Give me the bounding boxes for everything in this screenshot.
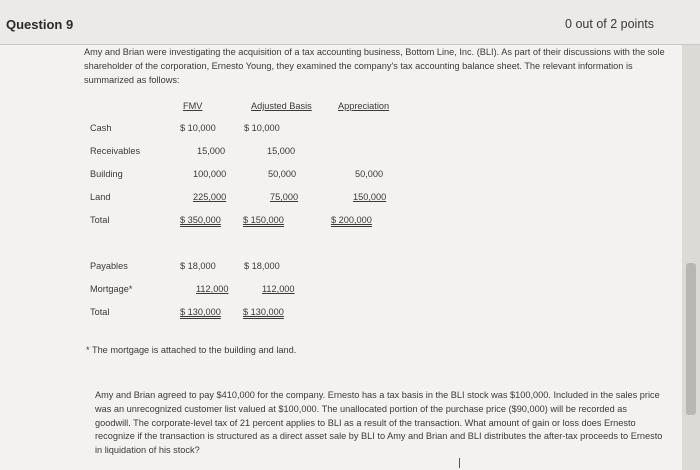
question-header — [0, 0, 700, 45]
question-title: Question 9 — [6, 17, 74, 32]
cell-appreciation: 150,000 — [353, 192, 387, 202]
question-scenario-text: Amy and Brian agreed to pay $410,000 for the company. Ernesto has a tax basis in the BLI stock was $100,000. Included in the sales price was an unrecognized customer list valued at $100,000. The unallocated portion of the purchase price ($90,000) will be recorded as goodwill. The corporate-level tax of 21 percent applies to BLI as a result of the transaction. What amount of gain or loss does Ernesto recognize if the transaction is structured as a direct asset sale by BLI to Amy and Brian and BLI distributes the after-tax proceeds to Ernesto in liquidation of his stock? — [95, 390, 663, 456]
cell-fmv: 100,000 — [193, 169, 227, 179]
header-appreciation: Appreciation — [338, 101, 390, 111]
row-label: Mortgage* — [90, 284, 133, 294]
cell-adjusted: $ 130,000 — [243, 307, 284, 317]
question-score: 0 out of 2 points — [565, 17, 654, 31]
header-fmv: FMV — [183, 101, 203, 111]
cell-fmv: $ 130,000 — [180, 307, 221, 317]
cell-fmv: 112,000 — [196, 284, 229, 294]
cell-appreciation: 50,000 — [355, 169, 384, 179]
cell-adjusted: $ 150,000 — [243, 215, 284, 225]
row-label: Cash — [90, 123, 112, 133]
cell-appreciation: $ 200,000 — [331, 215, 372, 225]
mortgage-footnote: * The mortgage is attached to the building and land. — [86, 345, 297, 355]
cell-adjusted: 75,000 — [270, 192, 299, 202]
row-label: Receivables — [90, 146, 141, 156]
header-adjusted-basis: Adjusted Basis — [251, 101, 312, 111]
cell-adjusted: 112,000 — [262, 284, 295, 294]
scrollbar-thumb[interactable] — [686, 263, 696, 415]
vertical-scrollbar[interactable] — [682, 45, 700, 470]
cell-adjusted: $ 18,000 — [244, 261, 280, 271]
cell-adjusted: 15,000 — [267, 146, 296, 156]
cell-fmv: $ 350,000 — [180, 215, 221, 225]
cell-adjusted: $ 10,000 — [244, 123, 280, 133]
text-cursor — [459, 458, 460, 468]
cell-adjusted: 50,000 — [268, 169, 297, 179]
row-label: Building — [90, 169, 123, 179]
cell-fmv: 225,000 — [193, 192, 227, 202]
row-label: Total — [90, 307, 110, 317]
cell-fmv: $ 18,000 — [180, 261, 216, 271]
cell-fmv: $ 10,000 — [180, 123, 216, 133]
row-label: Payables — [90, 261, 128, 271]
row-label: Land — [90, 192, 111, 202]
row-label: Total — [90, 215, 110, 225]
question-content — [0, 45, 682, 470]
cell-fmv: 15,000 — [197, 146, 226, 156]
question-intro-text: Amy and Brian were investigating the acquisition of a tax accounting business, Bottom Line, Inc. (BLI). As part of their discussions with the sole shareholder of the corporation, Ernesto Young, they examined the company's tax accounting balance sheet. The relevant information is summarized as follows: — [84, 47, 665, 85]
